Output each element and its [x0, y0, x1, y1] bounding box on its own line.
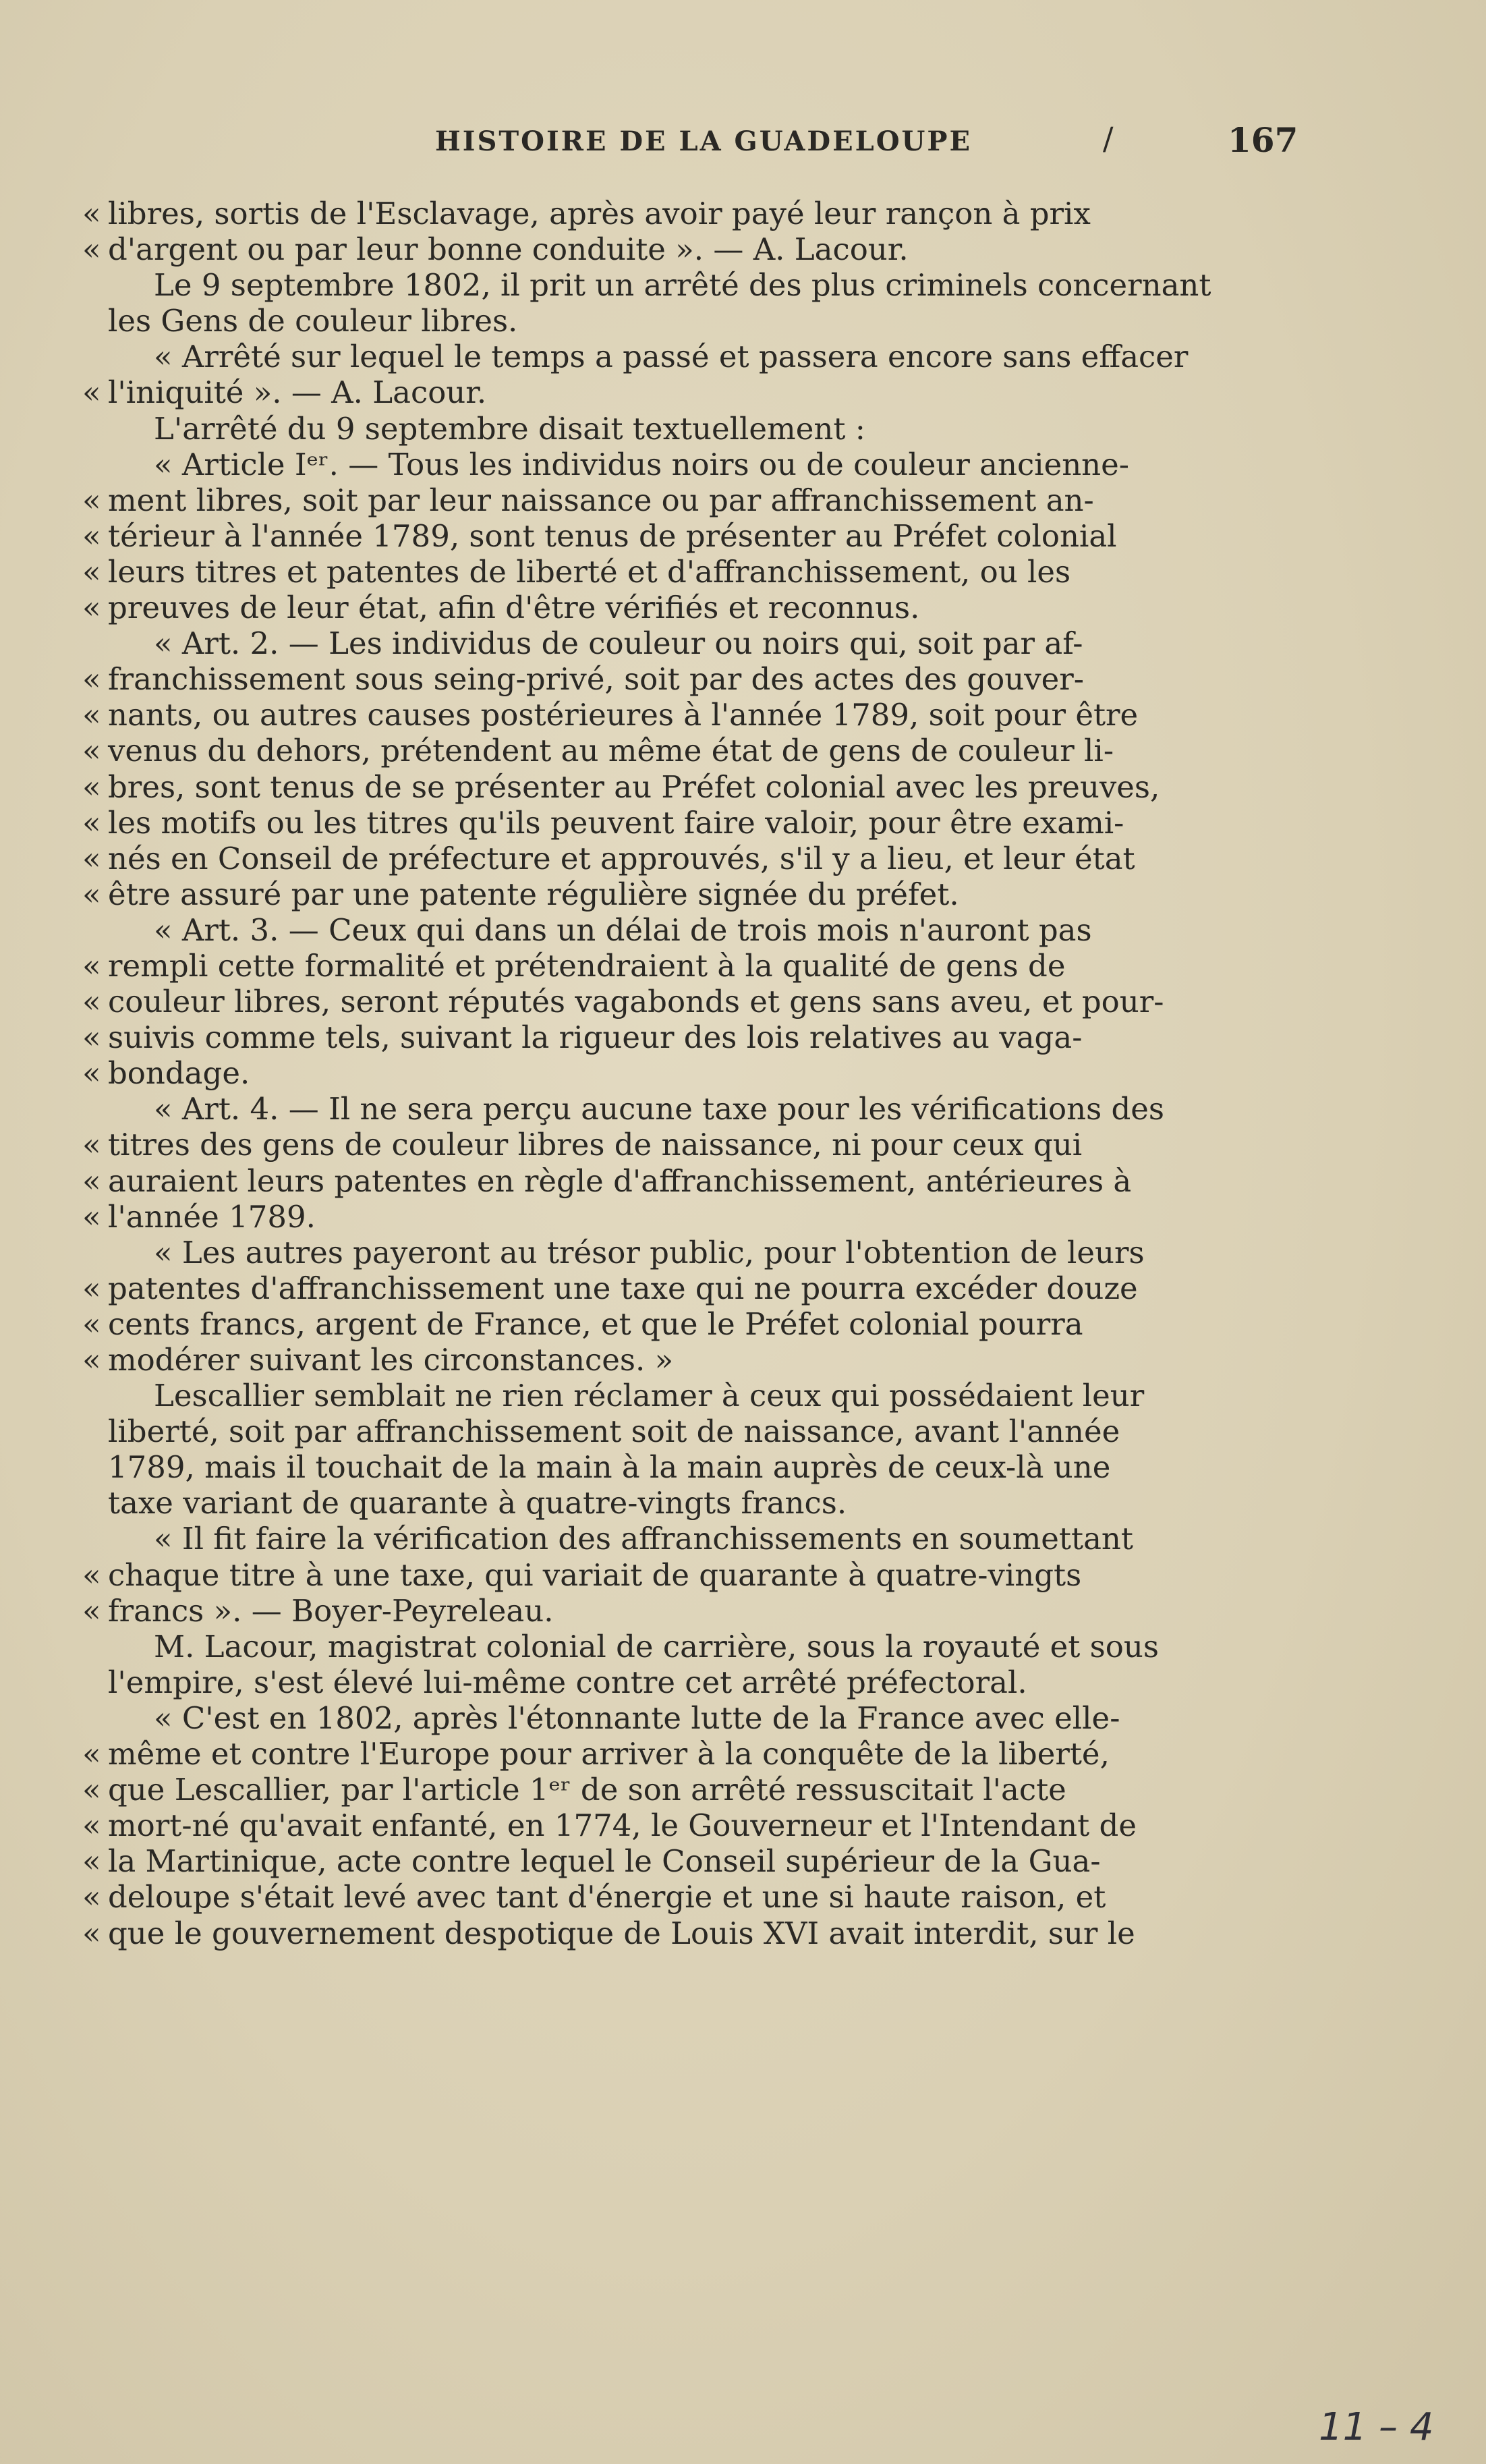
- line-text: nés en Conseil de préfecture et approuvés, s'il y a lieu, et leur état: [108, 840, 1135, 876]
- continuation-quote-mark: «: [82, 231, 101, 268]
- text-line: [76, 482, 1283, 518]
- page-header: [202, 120, 1298, 167]
- continuation-quote-mark: «: [82, 1019, 101, 1056]
- text-line: [76, 303, 1283, 339]
- line-text: 1789, mais il touchait de la main à la main auprès de ceux-là une: [108, 1449, 1111, 1486]
- text-line: [76, 769, 1283, 805]
- text-line: [76, 554, 1283, 590]
- page-number: 167: [1228, 120, 1298, 160]
- text-line: [76, 1808, 1283, 1843]
- line-text: franchissement sous seing-privé, soit par des actes des gouver-: [108, 661, 1084, 698]
- header-separator: /: [1103, 120, 1114, 157]
- line-text: suivis comme tels, suivant la rigueur des lois relatives au vaga-: [108, 1019, 1083, 1056]
- line-text: couleur libres, seront réputés vagabonds et gens sans aveu, et pour-: [108, 984, 1164, 1020]
- continuation-quote-mark: «: [82, 1915, 101, 1951]
- line-text: preuves de leur état, afin d'être vérifiés et reconnus.: [108, 590, 920, 626]
- line-text: taxe variant de quarante à quatre-vingts francs.: [108, 1485, 847, 1521]
- text-line: [76, 1378, 1283, 1413]
- text-line: [76, 661, 1283, 697]
- text-line: [76, 625, 1283, 661]
- line-text: d'argent ou par leur bonne conduite ». — A. Lacour.: [108, 231, 909, 268]
- line-text: auraient leurs patentes en règle d'affranchissement, antérieures à: [108, 1163, 1132, 1199]
- line-text: être assuré par une patente régulière signée du préfet.: [108, 876, 959, 912]
- continuation-quote-mark: «: [82, 1342, 101, 1378]
- line-text: titres des gens de couleur libres de naissance, ni pour ceux qui: [108, 1127, 1083, 1163]
- text-line: [76, 1091, 1283, 1127]
- line-text: francs ». — Boyer-Peyreleau.: [108, 1592, 554, 1629]
- line-text: ment libres, soit par leur naissance ou par affranchissement an-: [108, 482, 1094, 518]
- line-text: chaque titre à une taxe, qui variait de quarante à quatre-vingts: [108, 1557, 1082, 1593]
- line-text: rempli cette formalité et prétendraient à la qualité de gens de: [108, 947, 1066, 984]
- line-text: même et contre l'Europe pour arriver à la conquête de la liberté,: [108, 1736, 1110, 1772]
- continuation-quote-mark: «: [82, 1843, 101, 1880]
- continuation-quote-mark: «: [82, 1557, 101, 1593]
- text-line: [76, 590, 1283, 625]
- text-line: [76, 1915, 1283, 1951]
- line-text: L'arrêté du 9 septembre disait textuellement :: [154, 410, 865, 447]
- text-line: [76, 1449, 1283, 1485]
- continuation-quote-mark: «: [82, 804, 101, 841]
- line-text: Le 9 septembre 1802, il prit un arrêté des plus criminels concernant: [154, 267, 1211, 304]
- text-line: [76, 1664, 1283, 1700]
- continuation-quote-mark: «: [82, 661, 101, 698]
- text-line: [76, 231, 1283, 267]
- handwritten-margin-note: 11 – 4: [1319, 2405, 1434, 2449]
- line-text: « Art. 3. — Ceux qui dans un délai de trois mois n'auront pas: [154, 912, 1092, 948]
- continuation-quote-mark: «: [82, 984, 101, 1020]
- text-line: [76, 1736, 1283, 1772]
- continuation-quote-mark: «: [82, 374, 101, 411]
- line-text: « Article Iᵉʳ. — Tous les individus noirs ou de couleur ancienne-: [154, 446, 1129, 482]
- continuation-quote-mark: «: [82, 1270, 101, 1306]
- line-text: bondage.: [108, 1055, 250, 1092]
- text-line: [76, 984, 1283, 1019]
- line-text: venus du dehors, prétendent au même état de gens de couleur li-: [108, 733, 1114, 769]
- line-text: la Martinique, acte contre lequel le Conseil supérieur de la Gua-: [108, 1843, 1101, 1880]
- text-line: [76, 1235, 1283, 1270]
- text-line: [76, 1879, 1283, 1915]
- continuation-quote-mark: «: [82, 768, 101, 805]
- text-line: [76, 1843, 1283, 1879]
- line-text: l'année 1789.: [108, 1198, 316, 1235]
- continuation-quote-mark: «: [82, 840, 101, 876]
- line-text: « C'est en 1802, après l'étonnante lutte de la France avec elle-: [154, 1700, 1120, 1736]
- continuation-quote-mark: «: [82, 1592, 101, 1629]
- text-line: [76, 518, 1283, 554]
- line-text: que le gouvernement despotique de Louis XVI avait interdit, sur le: [108, 1915, 1135, 1951]
- line-text: l'iniquité ». — A. Lacour.: [108, 374, 487, 411]
- text-line: [76, 196, 1283, 231]
- text-line: [76, 411, 1283, 447]
- continuation-quote-mark: «: [82, 1055, 101, 1092]
- text-line: [76, 1521, 1283, 1557]
- continuation-quote-mark: «: [82, 947, 101, 984]
- text-line: [76, 339, 1283, 374]
- line-text: térieur à l'année 1789, sont tenus de présenter au Préfet colonial: [108, 517, 1117, 554]
- text-line: [76, 1413, 1283, 1449]
- text-line: [76, 1557, 1283, 1593]
- text-line: [76, 1019, 1283, 1055]
- line-text: cents francs, argent de France, et que le Préfet colonial pourra: [108, 1306, 1083, 1342]
- line-text: leurs titres et patentes de liberté et d'affranchissement, ou les: [108, 553, 1071, 590]
- continuation-quote-mark: «: [82, 1127, 101, 1163]
- continuation-quote-mark: «: [82, 196, 101, 231]
- line-text: mort-né qu'avait enfanté, en 1774, le Gouverneur et l'Intendant de: [108, 1808, 1137, 1844]
- continuation-quote-mark: «: [82, 876, 101, 912]
- text-line: [76, 1772, 1283, 1808]
- line-text: que Lescallier, par l'article 1ᵉʳ de son arrêté ressuscitait l'acte: [108, 1772, 1066, 1808]
- body-text: [76, 196, 1283, 1951]
- continuation-quote-mark: «: [82, 590, 101, 626]
- line-text: patentes d'affranchissement une taxe qui ne pourra excéder douze: [108, 1270, 1138, 1306]
- text-line: [76, 912, 1283, 948]
- text-line: [76, 1342, 1283, 1378]
- running-title: HISTOIRE DE LA GUADELOUPE: [435, 125, 972, 157]
- line-text: l'empire, s'est élevé lui-même contre cet arrêté préfectoral.: [108, 1664, 1027, 1700]
- text-line: [76, 1127, 1283, 1163]
- text-line: [76, 1485, 1283, 1521]
- line-text: M. Lacour, magistrat colonial de carrière, sous la royauté et sous: [154, 1628, 1159, 1664]
- continuation-quote-mark: «: [82, 1306, 101, 1342]
- text-line: [76, 841, 1283, 876]
- text-line: [76, 1700, 1283, 1736]
- continuation-quote-mark: «: [82, 1879, 101, 1915]
- line-text: nants, ou autres causes postérieures à l'année 1789, soit pour être: [108, 697, 1139, 733]
- text-line: [76, 1163, 1283, 1199]
- continuation-quote-mark: «: [82, 517, 101, 554]
- continuation-quote-mark: «: [82, 1163, 101, 1199]
- continuation-quote-mark: «: [82, 1198, 101, 1235]
- text-line: [76, 876, 1283, 912]
- line-text: Lescallier semblait ne rien réclamer à ceux qui possédaient leur: [154, 1378, 1145, 1414]
- continuation-quote-mark: «: [82, 1736, 101, 1772]
- line-text: les motifs ou les titres qu'ils peuvent faire valoir, pour être exami-: [108, 804, 1124, 841]
- continuation-quote-mark: «: [82, 1808, 101, 1844]
- continuation-quote-mark: «: [82, 697, 101, 733]
- continuation-quote-mark: «: [82, 1772, 101, 1808]
- text-line: [76, 805, 1283, 841]
- line-text: « Art. 4. — Il ne sera perçu aucune taxe pour les vérifications des: [154, 1091, 1165, 1127]
- text-line: [76, 1629, 1283, 1664]
- text-line: [76, 267, 1283, 303]
- line-text: « Il fit faire la vérification des affranchissements en soumettant: [154, 1521, 1133, 1557]
- text-line: [76, 1593, 1283, 1629]
- text-line: [76, 1270, 1283, 1306]
- line-text: « Les autres payeront au trésor public, pour l'obtention de leurs: [154, 1234, 1145, 1270]
- text-line: [76, 447, 1283, 482]
- line-text: liberté, soit par affranchissement soit de naissance, avant l'année: [108, 1413, 1120, 1450]
- text-line: [76, 1055, 1283, 1091]
- text-line: [76, 948, 1283, 984]
- continuation-quote-mark: «: [82, 553, 101, 590]
- text-line: [76, 1306, 1283, 1342]
- line-text: les Gens de couleur libres.: [108, 303, 518, 339]
- text-line: [76, 1199, 1283, 1235]
- text-line: [76, 697, 1283, 733]
- continuation-quote-mark: «: [82, 733, 101, 769]
- text-line: [76, 733, 1283, 768]
- line-text: libres, sortis de l'Esclavage, après avoir payé leur rançon à prix: [108, 196, 1091, 231]
- line-text: bres, sont tenus de se présenter au Préfet colonial avec les preuves,: [108, 768, 1160, 805]
- continuation-quote-mark: «: [82, 482, 101, 518]
- text-line: [76, 374, 1283, 410]
- line-text: « Arrêté sur lequel le temps a passé et passera encore sans effacer: [154, 339, 1189, 375]
- line-text: « Art. 2. — Les individus de couleur ou noirs qui, soit par af-: [154, 625, 1083, 662]
- line-text: modérer suivant les circonstances. »: [108, 1342, 674, 1378]
- line-text: deloupe s'était levé avec tant d'énergie et une si haute raison, et: [108, 1879, 1106, 1915]
